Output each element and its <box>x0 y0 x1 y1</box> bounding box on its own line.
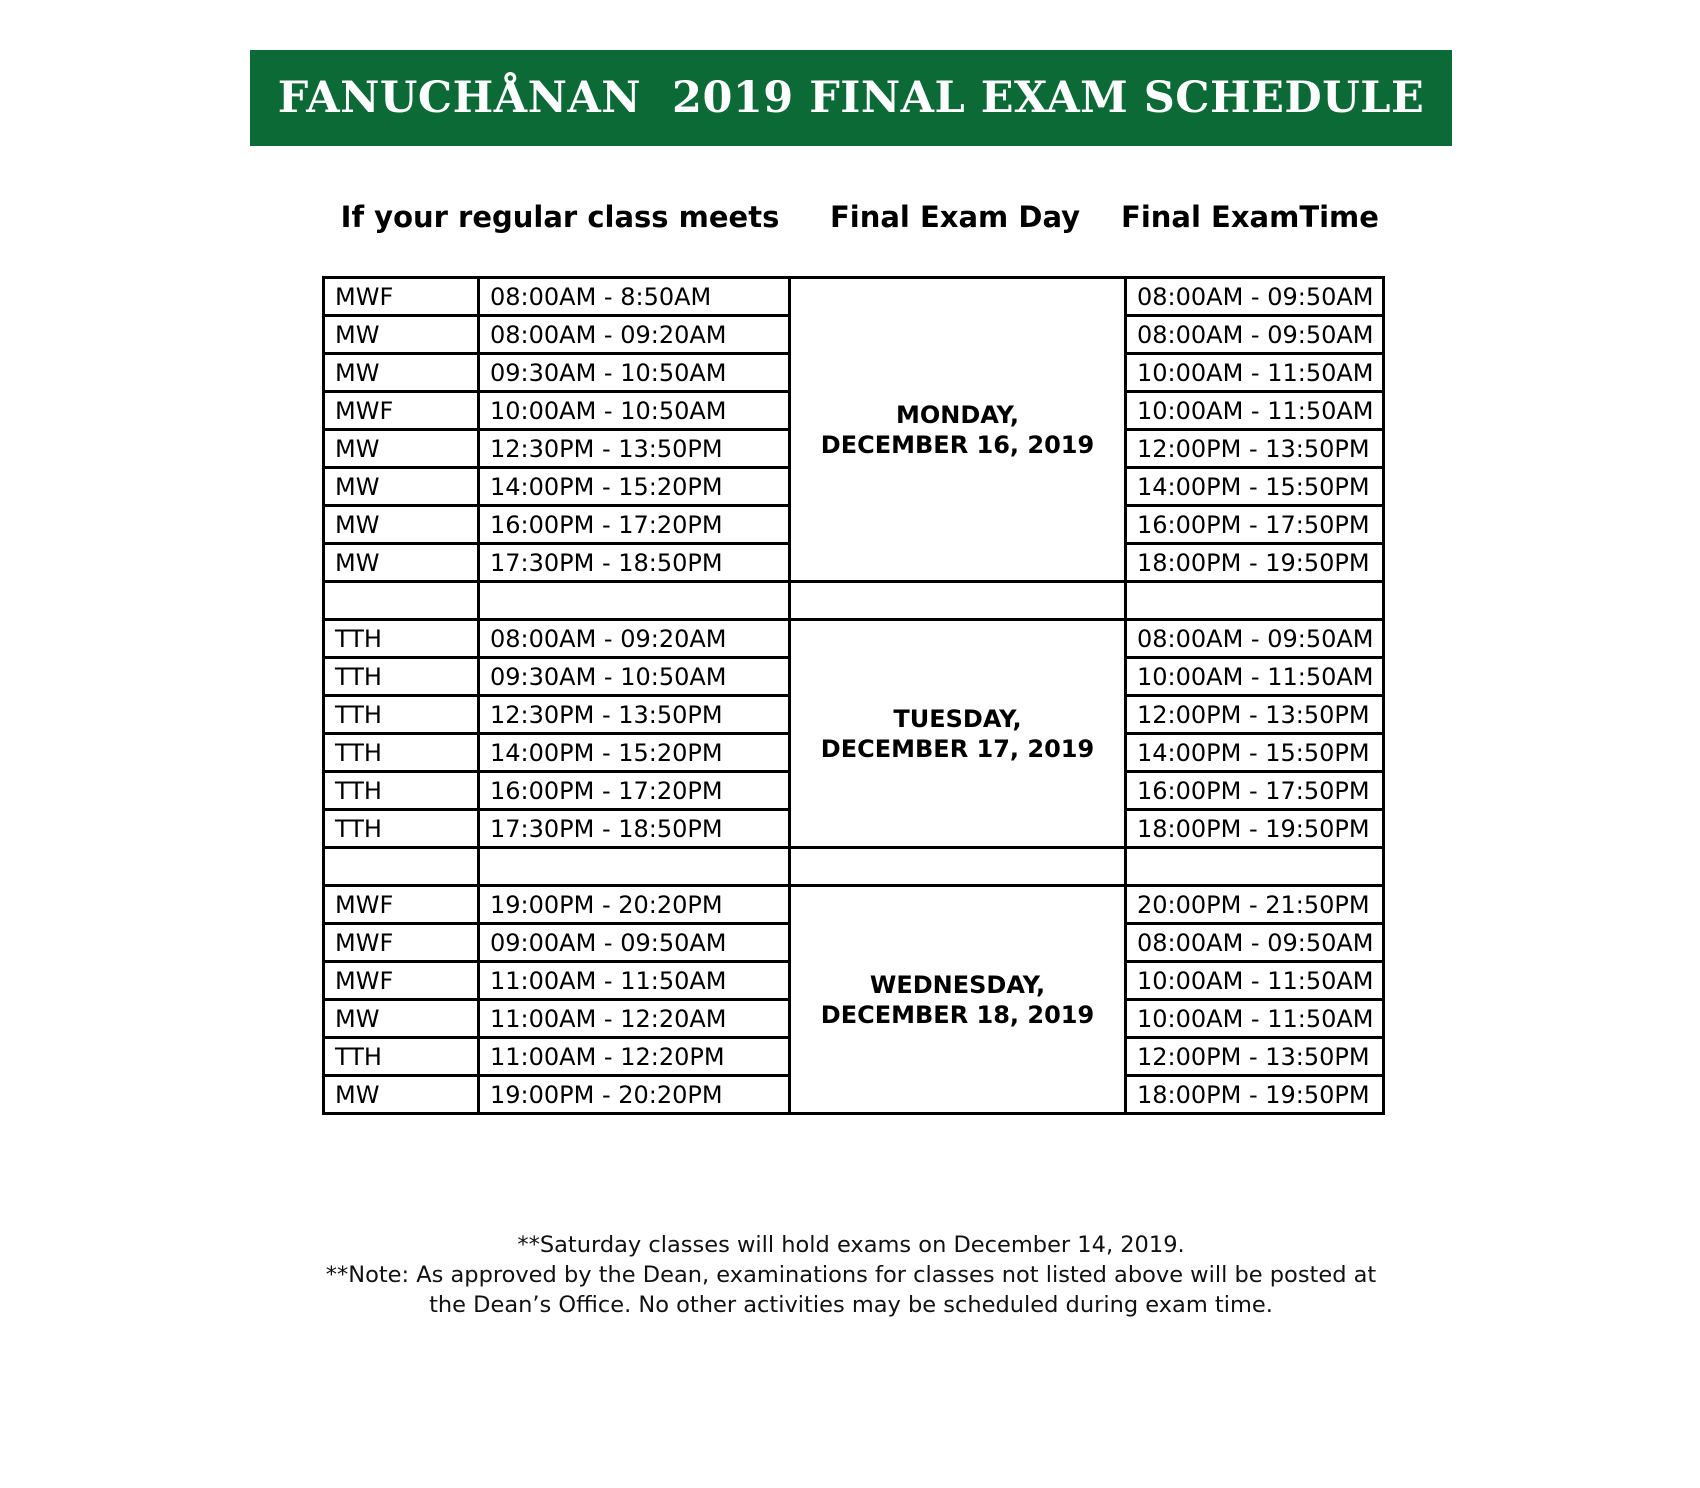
footnote-saturday: **Saturday classes will hold exams on December 14, 2019. <box>517 1232 1185 1258</box>
table-row <box>324 620 1384 658</box>
class-time-cell: 10:00AM - 10:50AM <box>479 392 790 430</box>
exam-time-cell: 20:00PM - 21:50PM <box>1126 886 1384 924</box>
class-days-cell: MWF <box>324 392 479 430</box>
exam-time-cell: 08:00AM - 09:50AM <box>1126 278 1384 316</box>
exam-time-cell: 10:00AM - 11:50AM <box>1126 392 1384 430</box>
exam-time-cell: 10:00AM - 11:50AM <box>1126 962 1384 1000</box>
column-header-exam-day: Final Exam Day <box>829 200 1081 234</box>
class-time-cell: 09:30AM - 10:50AM <box>479 354 790 392</box>
exam-time-cell: 12:00PM - 13:50PM <box>1126 1038 1384 1076</box>
exam-time-cell: 14:00PM - 15:50PM <box>1126 734 1384 772</box>
class-time-cell: 12:30PM - 13:50PM <box>479 696 790 734</box>
empty-cell <box>790 582 1126 620</box>
exam-day-cell <box>790 620 1126 848</box>
class-time-cell: 19:00PM - 20:20PM <box>479 886 790 924</box>
spacer-row <box>324 582 1384 620</box>
exam-time-cell: 16:00PM - 17:50PM <box>1126 506 1384 544</box>
exam-time-cell: 12:00PM - 13:50PM <box>1126 696 1384 734</box>
class-days-cell: TTH <box>324 772 479 810</box>
exam-day-cell <box>790 278 1126 582</box>
class-days-cell: TTH <box>324 810 479 848</box>
exam-weekday: MONDAY, <box>895 400 1020 429</box>
class-days-cell: MW <box>324 544 479 582</box>
exam-time-cell: 10:00AM - 11:50AM <box>1126 1000 1384 1038</box>
exam-time-cell: 18:00PM - 19:50PM <box>1126 544 1384 582</box>
class-time-cell: 16:00PM - 17:20PM <box>479 506 790 544</box>
class-days-cell: TTH <box>324 620 479 658</box>
class-time-cell: 08:00AM - 09:20AM <box>479 316 790 354</box>
empty-cell <box>1126 848 1384 886</box>
exam-schedule-table <box>322 276 1385 1115</box>
class-time-cell: 11:00AM - 12:20AM <box>479 1000 790 1038</box>
empty-cell <box>324 848 479 886</box>
class-days-cell: MWF <box>324 886 479 924</box>
class-time-cell: 08:00AM - 09:20AM <box>479 620 790 658</box>
footnote-note: **Note: As approved by the Dean, examinations for classes not listed above will be posted at <box>325 1262 1377 1288</box>
class-time-cell: 16:00PM - 17:20PM <box>479 772 790 810</box>
class-time-cell: 08:00AM - 8:50AM <box>479 278 790 316</box>
exam-weekday: TUESDAY, <box>893 704 1022 733</box>
column-header-exam-time: Final ExamTime <box>1121 200 1379 234</box>
class-days-cell: MW <box>324 316 479 354</box>
exam-day-cell <box>790 886 1126 1114</box>
exam-time-cell: 12:00PM - 13:50PM <box>1126 430 1384 468</box>
class-days-cell: TTH <box>324 658 479 696</box>
exam-time-cell: 10:00AM - 11:50AM <box>1126 658 1384 696</box>
exam-time-cell: 10:00AM - 11:50AM <box>1126 354 1384 392</box>
class-days-cell: MW <box>324 506 479 544</box>
class-time-cell: 14:00PM - 15:20PM <box>479 734 790 772</box>
class-time-cell: 09:00AM - 09:50AM <box>479 924 790 962</box>
exam-date: DECEMBER 18, 2019 <box>820 1000 1095 1029</box>
class-days-cell: MWF <box>324 278 479 316</box>
exam-time-cell: 08:00AM - 09:50AM <box>1126 620 1384 658</box>
class-days-cell: TTH <box>324 734 479 772</box>
title-banner <box>250 50 1452 146</box>
class-days-cell: MW <box>324 468 479 506</box>
footnote-note-continued: the Dean’s Office. No other activities may be scheduled during exam time. <box>429 1292 1273 1318</box>
class-days-cell: MW <box>324 354 479 392</box>
exam-date: DECEMBER 17, 2019 <box>820 734 1095 763</box>
empty-cell <box>1126 582 1384 620</box>
class-days-cell: TTH <box>324 696 479 734</box>
class-time-cell: 11:00AM - 11:50AM <box>479 962 790 1000</box>
class-days-cell: MW <box>324 430 479 468</box>
class-time-cell: 14:00PM - 15:20PM <box>479 468 790 506</box>
class-time-cell: 11:00AM - 12:20PM <box>479 1038 790 1076</box>
exam-date: DECEMBER 16, 2019 <box>820 430 1095 459</box>
class-time-cell: 17:30PM - 18:50PM <box>479 810 790 848</box>
class-days-cell: MWF <box>324 924 479 962</box>
page-title: FANUCHÅNAN 2019 FINAL EXAM SCHEDULE <box>277 73 1425 123</box>
empty-cell <box>790 848 1126 886</box>
class-time-cell: 19:00PM - 20:20PM <box>479 1076 790 1114</box>
empty-cell <box>324 582 479 620</box>
exam-weekday: WEDNESDAY, <box>869 970 1046 999</box>
exam-time-cell: 16:00PM - 17:50PM <box>1126 772 1384 810</box>
exam-time-cell: 08:00AM - 09:50AM <box>1126 924 1384 962</box>
class-days-cell: MWF <box>324 962 479 1000</box>
spacer-row <box>324 848 1384 886</box>
class-time-cell: 17:30PM - 18:50PM <box>479 544 790 582</box>
exam-time-cell: 08:00AM - 09:50AM <box>1126 316 1384 354</box>
exam-time-cell: 18:00PM - 19:50PM <box>1126 810 1384 848</box>
column-header-class-meets: If your regular class meets <box>340 200 780 234</box>
class-time-cell: 12:30PM - 13:50PM <box>479 430 790 468</box>
exam-time-cell: 14:00PM - 15:50PM <box>1126 468 1384 506</box>
class-days-cell: MW <box>324 1076 479 1114</box>
class-days-cell: TTH <box>324 1038 479 1076</box>
empty-cell <box>479 582 790 620</box>
table-row <box>324 886 1384 924</box>
class-days-cell: MW <box>324 1000 479 1038</box>
table-row <box>324 278 1384 316</box>
empty-cell <box>479 848 790 886</box>
exam-time-cell: 18:00PM - 19:50PM <box>1126 1076 1384 1114</box>
footnotes <box>250 1230 1452 1320</box>
class-time-cell: 09:30AM - 10:50AM <box>479 658 790 696</box>
